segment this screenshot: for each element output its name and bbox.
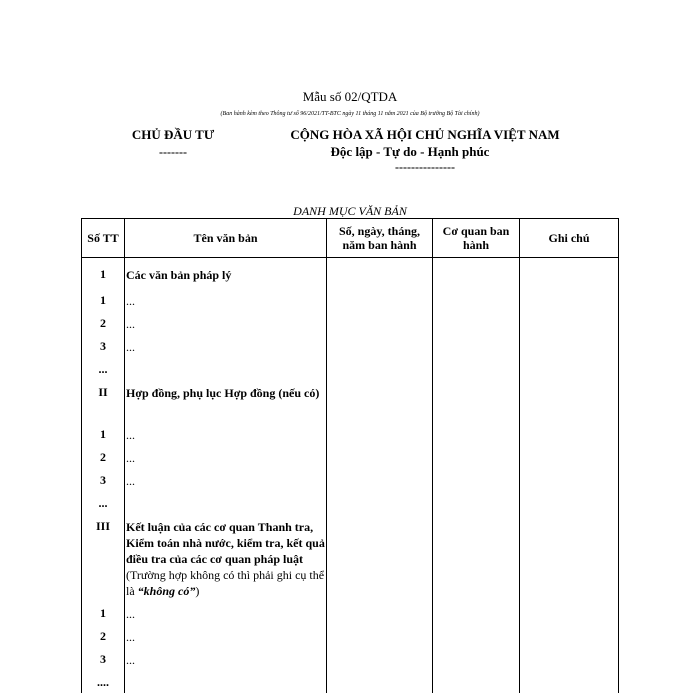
form-legal-note: (Ban hành kèm theo Thông tư số 96/2021/TT-BTC ngày 11 tháng 11 năm 2021 của Bộ trưởng Bộ Tài chính) [220, 111, 480, 117]
header-doc-name: Tên văn bản [125, 219, 327, 258]
document-list-table [81, 218, 619, 693]
row-number: ... [82, 491, 125, 514]
table-row [82, 445, 619, 468]
row-number: II [82, 380, 125, 422]
table-row [82, 491, 619, 514]
doc-name [125, 491, 327, 514]
header-issuer: Cơ quan ban hành [433, 219, 520, 258]
table-row [82, 601, 619, 624]
table-row [82, 624, 619, 647]
row-number: 2 [82, 445, 125, 468]
table-row [82, 334, 619, 357]
table-row [82, 262, 619, 288]
table-row [82, 422, 619, 445]
table-row [82, 311, 619, 334]
doc-name: ... [125, 445, 327, 468]
table-row [82, 670, 619, 693]
table-row [82, 380, 619, 422]
doc-name: ... [125, 311, 327, 334]
table-row [82, 468, 619, 491]
row-number: 1 [82, 422, 125, 445]
row-number: 2 [82, 624, 125, 647]
table-row [82, 514, 619, 601]
header-notes: Ghi chú [520, 219, 619, 258]
header-no: Số TT [82, 219, 125, 258]
section-title: Kết luận của các cơ quan Thanh tra, Kiểm toán nhà nước, kiểm tra, kết quả điều tra của các cơ quan pháp luật (Trường hợp không có thì phải ghi cụ thể là “không có”) [125, 514, 327, 601]
doc-name: ... [125, 647, 327, 670]
doc-name: ... [125, 468, 327, 491]
doc-name: ... [125, 334, 327, 357]
document-list-title: DANH MỤC VĂN BẢN [293, 204, 407, 218]
row-number: 1 [82, 288, 125, 311]
row-number: ... [82, 357, 125, 380]
investor-underline: ------- [159, 145, 187, 159]
nation-title: CỘNG HÒA XÃ HỘI CHỦ NGHĨA VIỆT NAM [290, 127, 560, 142]
form-number: Mẫu số 02/QTDA [302, 89, 398, 104]
doc-name [125, 357, 327, 380]
section-title: Các văn bản pháp lý [125, 262, 327, 288]
row-number: 1 [82, 601, 125, 624]
doc-name [125, 670, 327, 693]
national-motto: Độc lập - Tự do - Hạnh phúc [330, 144, 490, 159]
row-number: 3 [82, 647, 125, 670]
table-row [82, 647, 619, 670]
header-issue-date: Số, ngày, tháng, năm ban hành [327, 219, 433, 258]
table-header-row [82, 219, 619, 258]
doc-name: ... [125, 624, 327, 647]
table-row [82, 357, 619, 380]
table-row [82, 288, 619, 311]
doc-name: ... [125, 288, 327, 311]
row-number: 2 [82, 311, 125, 334]
row-number: 3 [82, 468, 125, 491]
investor-label: CHỦ ĐẦU TƯ [131, 127, 215, 142]
section-title: Hợp đồng, phụ lục Hợp đồng (nếu có) [125, 380, 327, 422]
doc-name: ... [125, 601, 327, 624]
row-number: 3 [82, 334, 125, 357]
doc-name: ... [125, 422, 327, 445]
row-number: 1 [82, 262, 125, 288]
motto-underline: --------------- [395, 160, 455, 174]
row-number: .... [82, 670, 125, 693]
row-number: III [82, 514, 125, 601]
